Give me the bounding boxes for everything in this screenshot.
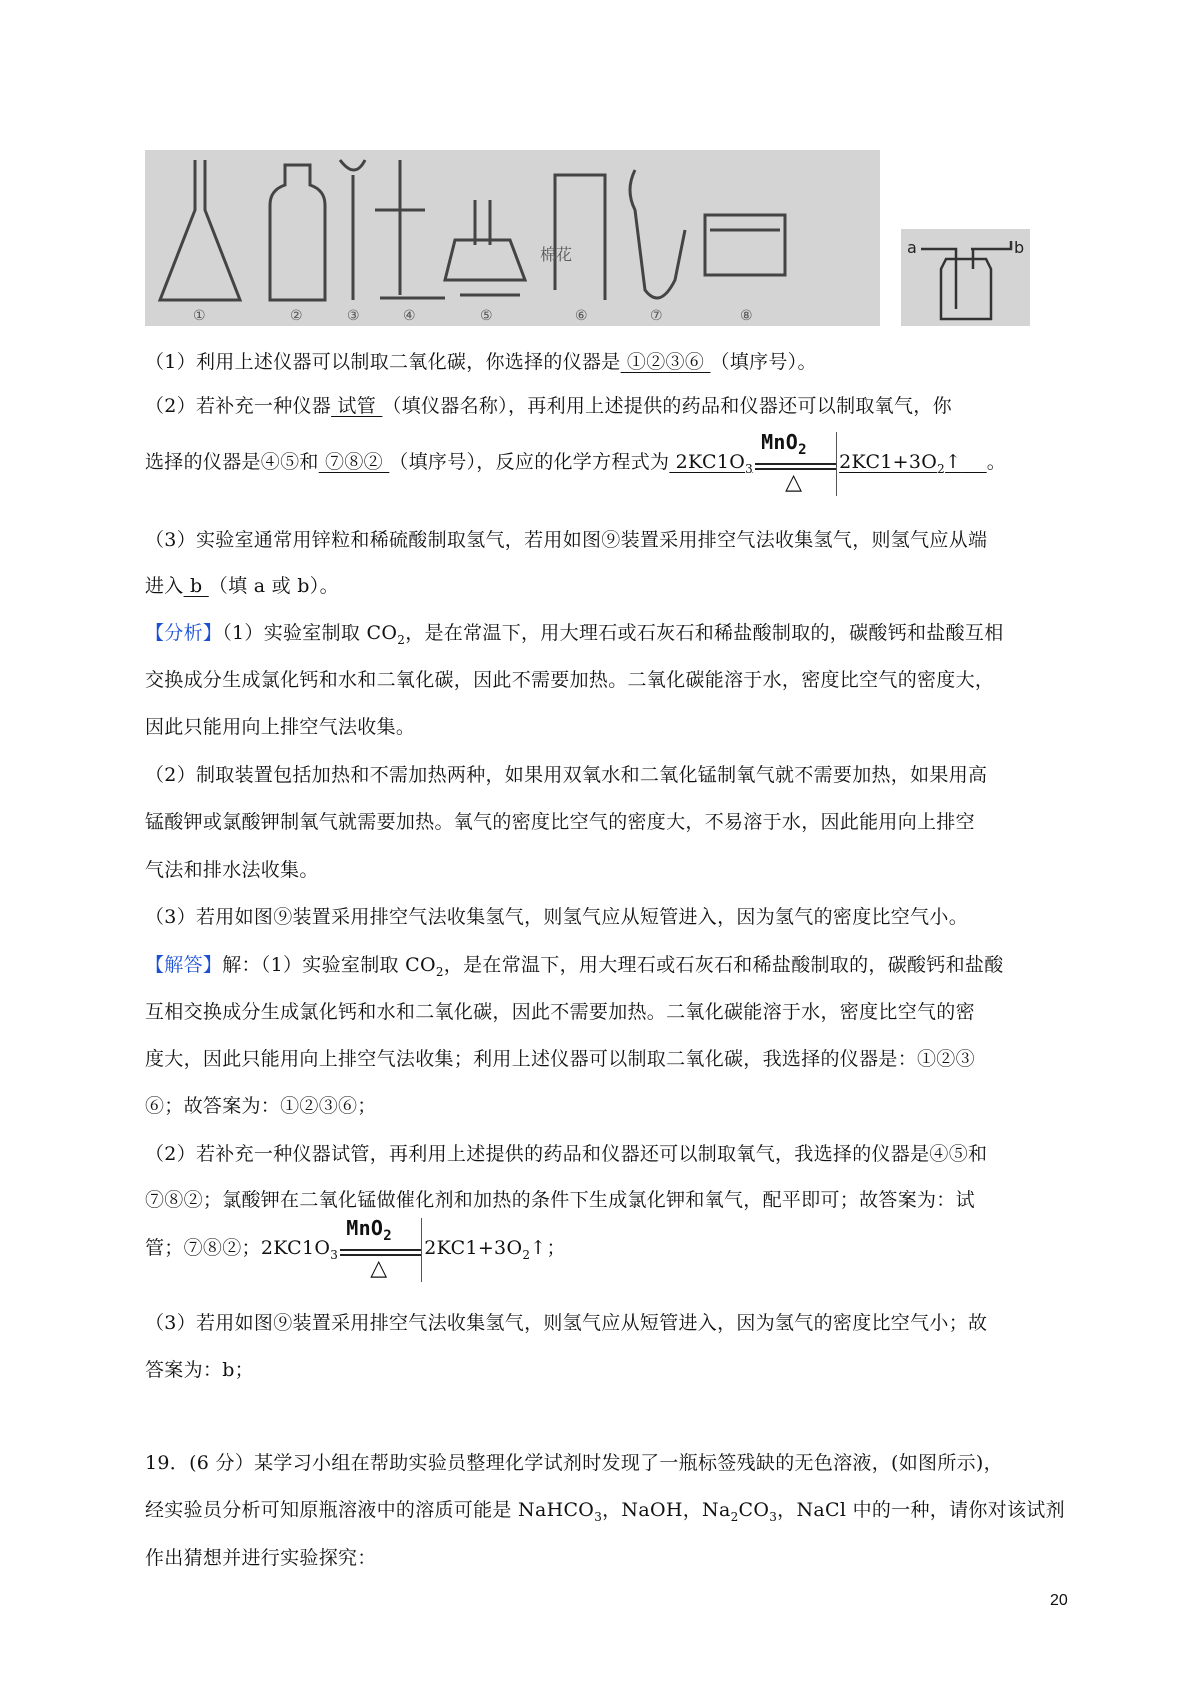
page-number: 20 bbox=[1050, 1592, 1068, 1609]
question-19-line: 经实验员分析可知原瓶溶液中的溶质可能是 NaHCO$_3$，NaOH，$Na_2CO_3$，NaCl 中的一种，请你对该试剂 bbox=[145, 1499, 1065, 1524]
figure-label: ⑥ bbox=[575, 308, 588, 324]
question-part-2-cont bbox=[145, 430, 1006, 496]
alcohol-lamp-icon bbox=[445, 200, 525, 295]
solution-line: 互相交换成分生成氯化钙和水和二氧化碳，因此不需要加热。二氧化碳能溶于水，密度比空气的密 bbox=[145, 1001, 975, 1023]
figure-label: ⑤ bbox=[480, 308, 493, 324]
text: （2）若补充一种仪器 bbox=[145, 395, 332, 417]
solution-line: （2）若补充一种仪器试管，再利用上述提供的药品和仪器还可以制取氧气，我选择的仪器是④⑤和 bbox=[145, 1143, 988, 1165]
solution-line: ⑦⑧②；氯酸钾在二氧化锰做催化剂和加热的条件下生成氯化钾和氧气，配平即可；故答案为：试 bbox=[145, 1189, 975, 1211]
answer-blank: ①②③⑥ bbox=[620, 351, 711, 373]
text: （填 a 或 b）。 bbox=[208, 575, 339, 597]
question-part-3-cont bbox=[145, 571, 339, 598]
solution-tag: 【解答】 bbox=[145, 954, 223, 976]
question-part-1 bbox=[145, 347, 817, 374]
gas-bottle-figure bbox=[901, 229, 1030, 326]
solution-line: （3）若用如图⑨装置采用排空气法收集氢气，则氢气应从短管进入，因为氢气的密度比空气小；故 bbox=[145, 1312, 988, 1334]
gas-bottle-drawing bbox=[901, 229, 1030, 326]
iron-stand-icon bbox=[375, 160, 445, 298]
question-part-3: （3）实验室通常用锌粒和稀硫酸制取氢气，若用如图⑨装置采用排空气法收集氢气，则氢气应从端 bbox=[145, 529, 988, 551]
long-neck-funnel-icon bbox=[340, 160, 365, 300]
question-19-line: 作出猜想并进行实验探究： bbox=[145, 1547, 377, 1569]
conical-flask-icon bbox=[160, 160, 240, 300]
label-a: a bbox=[907, 238, 917, 257]
reaction-condition: MnO$_2$ △ bbox=[340, 1216, 422, 1282]
analysis-line: （3）若用如图⑨装置采用排空气法收集氢气，则氢气应从短管进入，因为氢气的密度比空气小。 bbox=[145, 906, 968, 928]
solution-line: ⑥；故答案为：①②③⑥； bbox=[145, 1095, 377, 1117]
label-b: b bbox=[1014, 238, 1025, 257]
bottle-icon bbox=[270, 165, 325, 300]
rubber-tube-icon bbox=[630, 170, 685, 298]
question-19-line: 19．(6 分）某学习小组在帮助实验员整理化学试剂时发现了一瓶标签残缺的无色溶液，(如图所示)， bbox=[145, 1452, 1003, 1474]
answer-blank: ⑦⑧② bbox=[318, 451, 390, 473]
text: （填仪器名称），再利用上述提供的药品和仪器还可以制取氧气，你 bbox=[382, 395, 952, 417]
cotton-label: 棉花 bbox=[540, 245, 573, 264]
equation-answer: $2KC1O_3$ MnO$_2$ △ $2KC1+3O_2↑$ bbox=[669, 430, 962, 495]
delivery-tube-icon bbox=[555, 175, 605, 300]
text: （填序号）。 bbox=[710, 351, 817, 373]
figure-label: ④ bbox=[403, 308, 416, 324]
analysis-line: 【分析】（1）实验室制取 $CO_2$，是在常温下，用大理石或石灰石和稀盐酸制取的，碳酸钙和盐酸互相 bbox=[145, 622, 1004, 647]
analysis-tag: 【分析】 bbox=[145, 622, 223, 644]
answer-blank: 试管 bbox=[331, 395, 383, 417]
figure-label: ⑧ bbox=[740, 308, 753, 324]
solution-line: 答案为：b； bbox=[145, 1359, 254, 1381]
figure-label: ③ bbox=[347, 308, 360, 324]
apparatus-figure bbox=[145, 150, 880, 326]
solution-equation-line: 管；⑦⑧②；$2KC1O_3$ MnO$_2$ △ $2KC1+3O_2↑$； bbox=[145, 1216, 566, 1281]
analysis-line: 气法和排水法收集。 bbox=[145, 859, 319, 881]
figure-label: ① bbox=[193, 308, 206, 324]
text: 。 bbox=[986, 451, 1007, 473]
apparatus-drawing bbox=[145, 150, 880, 326]
analysis-line: 锰酸钾或氯酸钾制氧气就需要加热。氧气的密度比空气的密度大，不易溶于水，因此能用向上排空 bbox=[145, 811, 975, 833]
figure-label: ② bbox=[290, 308, 303, 324]
figure-label: ⑦ bbox=[650, 308, 663, 324]
analysis-line: 交换成分生成氯化钙和水和二氧化碳，因此不需要加热。二氧化碳能溶于水，密度比空气的密度大， bbox=[145, 669, 995, 691]
analysis-line: 因此只能用向上排空气法收集。 bbox=[145, 716, 416, 738]
solution-line: 【解答】解：（1）实验室制取 $CO_2$，是在常温下，用大理石或石灰石和稀盐酸制取的，碳酸钙和盐酸 bbox=[145, 954, 1004, 979]
reaction-condition: MnO$_2$ △ bbox=[755, 430, 837, 496]
water-trough-icon bbox=[705, 215, 785, 275]
text: 进入 bbox=[145, 575, 184, 597]
solution-line: 度大，因此只能用向上排空气法收集；利用上述仪器可以制取二氧化碳，我选择的仪器是：①②③ bbox=[145, 1048, 975, 1070]
text: （1）利用上述仪器可以制取二氧化碳，你选择的仪器是 bbox=[145, 351, 621, 373]
text: （填序号），反应的化学方程式为 bbox=[389, 451, 670, 473]
analysis-line: （2）制取装置包括加热和不需加热两种，如果用双氧水和二氧化锰制氧气就不需要加热，如果用高 bbox=[145, 764, 988, 786]
text: 选择的仪器是④⑤和 bbox=[145, 451, 319, 473]
question-part-2 bbox=[145, 391, 952, 418]
answer-blank: b bbox=[183, 575, 209, 597]
